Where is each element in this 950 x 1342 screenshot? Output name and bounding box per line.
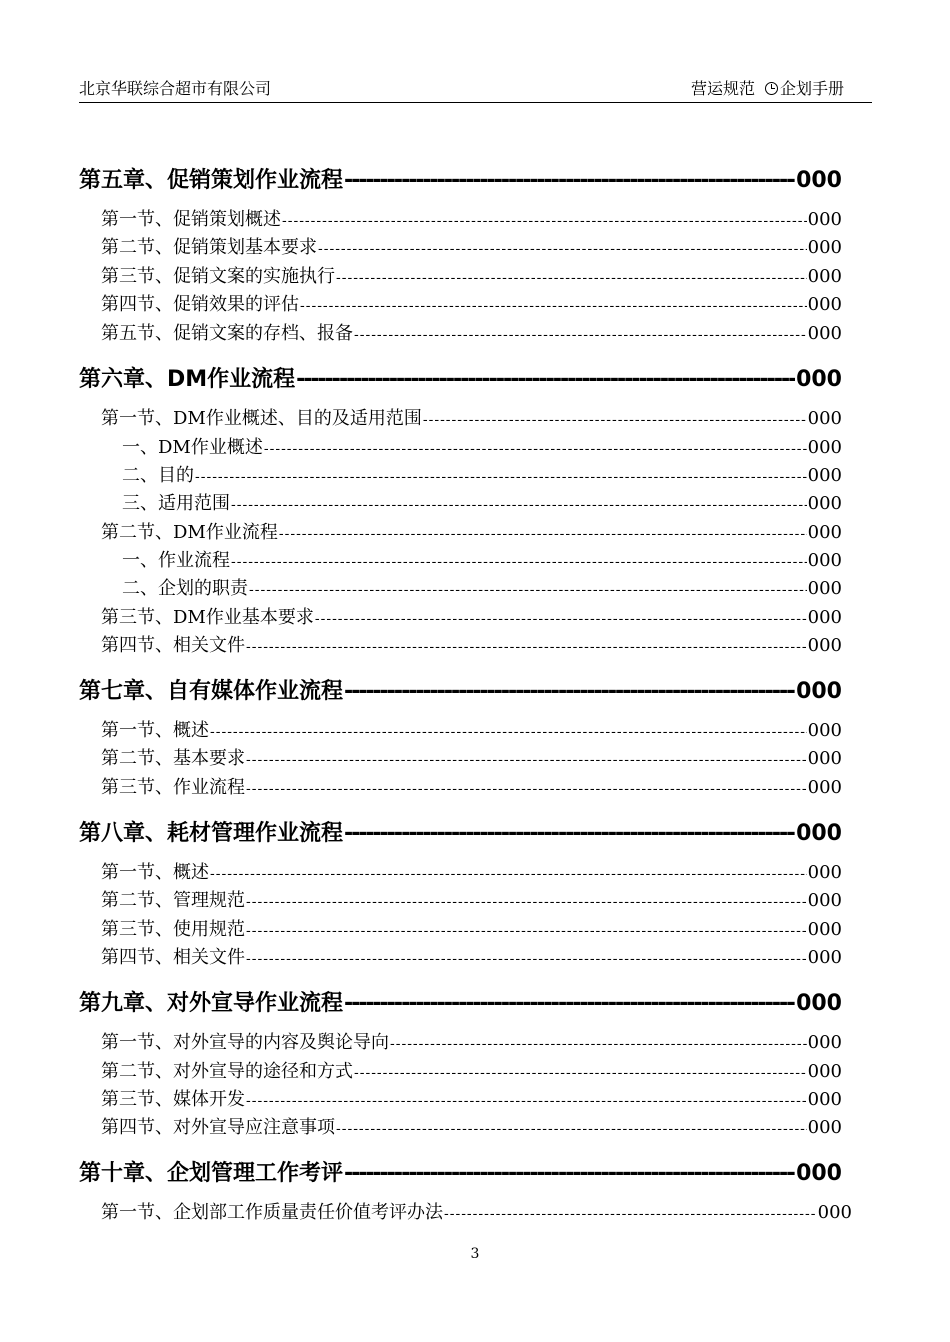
toc-entry-page: 000 bbox=[807, 720, 842, 741]
toc-dot-leader bbox=[336, 1121, 807, 1137]
toc-entry-title: 第二节、基本要求 bbox=[101, 748, 245, 769]
toc-section-entry[interactable] bbox=[101, 886, 842, 912]
toc-dot-leader bbox=[246, 1093, 807, 1109]
toc-entry-title: 第三节、媒体开发 bbox=[101, 1089, 245, 1110]
toc-entry-page: 000 bbox=[796, 679, 842, 704]
toc-entry-title: 第二节、管理规范 bbox=[101, 890, 245, 911]
toc-entry-page: 000 bbox=[796, 168, 842, 193]
toc-section-entry[interactable] bbox=[101, 1057, 842, 1083]
toc-dot-leader bbox=[344, 679, 795, 704]
toc-entry-page: 000 bbox=[796, 1161, 842, 1186]
toc-dot-leader bbox=[246, 923, 807, 939]
toc-dot-leader bbox=[210, 866, 807, 882]
toc-dot-leader bbox=[344, 168, 795, 193]
toc-section-entry[interactable] bbox=[101, 319, 842, 345]
toc-section-entry[interactable] bbox=[101, 603, 842, 629]
toc-entry-page: 000 bbox=[807, 237, 842, 258]
toc-section-entry[interactable] bbox=[101, 773, 842, 799]
toc-entry-title: 第四节、促销效果的评估 bbox=[101, 294, 299, 315]
toc-dot-leader bbox=[246, 951, 807, 967]
toc-dot-leader bbox=[246, 894, 807, 910]
toc-entry-title: 第十章、企划管理工作考评 bbox=[79, 1161, 344, 1186]
toc-dot-leader bbox=[210, 724, 807, 740]
toc-entry-page: 000 bbox=[807, 862, 842, 883]
toc-subsection-entry[interactable] bbox=[122, 574, 842, 600]
toc-entry-page: 000 bbox=[796, 821, 842, 846]
toc-entry-title: 第四节、相关文件 bbox=[101, 947, 245, 968]
toc-section-entry[interactable] bbox=[101, 915, 842, 941]
toc-dot-leader bbox=[231, 497, 807, 513]
toc-entry-title: 第一节、概述 bbox=[101, 862, 209, 883]
toc-dot-leader bbox=[279, 526, 807, 542]
toc-section-entry[interactable] bbox=[101, 943, 842, 969]
toc-entry-title: 第六章、DM作业流程 bbox=[79, 367, 296, 392]
toc-section-entry[interactable] bbox=[101, 631, 842, 657]
toc-entry-page: 000 bbox=[807, 635, 842, 656]
toc-entry-page: 000 bbox=[807, 209, 842, 230]
company-name: 北京华联综合超市有限公司 bbox=[79, 79, 272, 98]
toc-dot-leader bbox=[282, 213, 807, 229]
toc-dot-leader bbox=[344, 991, 795, 1016]
toc-chapter-entry[interactable] bbox=[79, 986, 842, 1016]
toc-entry-title: 第一节、对外宣导的内容及舆论导向 bbox=[101, 1032, 389, 1053]
document-name: 企划手册 bbox=[779, 79, 844, 98]
toc-subsection-entry[interactable] bbox=[122, 546, 842, 572]
toc-entry-title: 二、目的 bbox=[122, 465, 194, 486]
toc-entry-title: 二、企划的职责 bbox=[122, 578, 248, 599]
toc-entry-title: 第三节、作业流程 bbox=[101, 777, 245, 798]
toc-dot-leader bbox=[264, 441, 807, 457]
toc-section-entry[interactable] bbox=[101, 1028, 842, 1054]
toc-entry-title: 第三节、DM作业基本要求 bbox=[101, 607, 314, 628]
toc-dot-leader bbox=[354, 327, 807, 343]
toc-entry-page: 000 bbox=[807, 777, 842, 798]
toc-entry-page: 000 bbox=[807, 1117, 842, 1138]
toc-entry-page: 000 bbox=[807, 607, 842, 628]
toc-entry-page: 000 bbox=[807, 323, 842, 344]
toc-entry-page: 000 bbox=[807, 550, 842, 571]
toc-entry-title: 第五章、促销策划作业流程 bbox=[79, 168, 344, 193]
toc-entry-title: 一、作业流程 bbox=[122, 550, 230, 571]
toc-section-entry[interactable] bbox=[101, 404, 842, 430]
toc-entry-page: 000 bbox=[807, 408, 842, 429]
document-title bbox=[691, 78, 844, 100]
toc-entry-page: 000 bbox=[807, 1032, 842, 1053]
toc-entry-title: 第一节、概述 bbox=[101, 720, 209, 741]
toc-entry-title: 第四节、相关文件 bbox=[101, 635, 245, 656]
toc-entry-title: 第九章、对外宣导作业流程 bbox=[79, 991, 344, 1016]
document-category: 营运规范 bbox=[690, 79, 755, 98]
toc-dot-leader bbox=[318, 241, 807, 257]
toc-entry-page: 000 bbox=[807, 1089, 842, 1110]
toc-entry-page: 000 bbox=[807, 266, 842, 287]
toc-entry-title: 一、DM作业概述 bbox=[122, 437, 263, 458]
toc-subsection-entry[interactable] bbox=[122, 433, 842, 459]
toc-entry-page: 000 bbox=[807, 294, 842, 315]
toc-dot-leader bbox=[300, 298, 807, 314]
toc-dot-leader bbox=[246, 752, 807, 768]
toc-chapter-entry[interactable] bbox=[79, 163, 842, 193]
toc-subsection-entry[interactable] bbox=[122, 489, 842, 515]
page-number: 3 bbox=[470, 1246, 480, 1262]
toc-dot-leader bbox=[296, 367, 795, 392]
toc-dot-leader bbox=[423, 412, 807, 428]
toc-dot-leader bbox=[390, 1036, 807, 1052]
toc-section-entry[interactable] bbox=[101, 1085, 842, 1111]
toc-section-entry[interactable] bbox=[101, 290, 842, 316]
toc-section-entry[interactable] bbox=[101, 233, 842, 259]
toc-entry-page: 000 bbox=[796, 367, 842, 392]
toc-entry-page: 000 bbox=[807, 493, 842, 514]
toc-section-entry[interactable] bbox=[101, 1198, 852, 1224]
toc-entry-title: 第一节、企划部工作质量责任价值考评办法 bbox=[101, 1202, 443, 1223]
toc-entry-page: 000 bbox=[807, 748, 842, 769]
toc-entry-page: 000 bbox=[807, 465, 842, 486]
toc-section-entry[interactable] bbox=[101, 205, 842, 231]
toc-entry-title: 第七章、自有媒体作业流程 bbox=[79, 679, 344, 704]
toc-entry-page: 000 bbox=[807, 919, 842, 940]
toc-entry-title: 三、适用范围 bbox=[122, 493, 230, 514]
toc-entry-title: 第二节、对外宣导的途径和方式 bbox=[101, 1061, 353, 1082]
toc-dot-leader bbox=[246, 639, 807, 655]
page-header bbox=[79, 78, 872, 103]
toc-entry-page: 000 bbox=[807, 1061, 842, 1082]
toc-section-entry[interactable] bbox=[101, 518, 842, 544]
toc-chapter-entry[interactable] bbox=[79, 362, 842, 392]
toc-dot-leader bbox=[231, 554, 807, 570]
toc-entry-page: 000 bbox=[796, 991, 842, 1016]
toc-section-entry[interactable] bbox=[101, 858, 842, 884]
toc-entry-title: 第一节、DM作业概述、目的及适用范围 bbox=[101, 408, 422, 429]
toc-dot-leader bbox=[344, 1161, 795, 1186]
toc-entry-page: 000 bbox=[807, 890, 842, 911]
toc-entry-title: 第三节、使用规范 bbox=[101, 919, 245, 940]
toc-entry-page: 000 bbox=[807, 947, 842, 968]
toc-chapter-entry[interactable] bbox=[79, 674, 842, 704]
toc-entry-page: 000 bbox=[807, 522, 842, 543]
toc-section-entry[interactable] bbox=[101, 1113, 842, 1139]
toc-dot-leader bbox=[344, 821, 795, 846]
toc-dot-leader bbox=[336, 270, 807, 286]
toc-chapter-entry[interactable] bbox=[79, 816, 842, 846]
toc-dot-leader bbox=[249, 582, 807, 598]
toc-dot-leader bbox=[246, 781, 807, 797]
toc-entry-title: 第一节、促销策划概述 bbox=[101, 209, 281, 230]
toc-chapter-entry[interactable] bbox=[79, 1156, 842, 1186]
toc-entry-title: 第二节、促销策划基本要求 bbox=[101, 237, 317, 258]
toc-dot-leader bbox=[354, 1065, 807, 1081]
toc-dot-leader bbox=[195, 469, 807, 485]
toc-entry-title: 第四节、对外宣导应注意事项 bbox=[101, 1117, 335, 1138]
toc-entry-title: 第三节、促销文案的实施执行 bbox=[101, 266, 335, 287]
toc-subsection-entry[interactable] bbox=[122, 461, 842, 487]
clock-icon bbox=[765, 82, 778, 95]
toc-entry-title: 第八章、耗材管理作业流程 bbox=[79, 821, 344, 846]
toc-section-entry[interactable] bbox=[101, 744, 842, 770]
toc-section-entry[interactable] bbox=[101, 716, 842, 742]
toc-entry-page: 000 bbox=[807, 437, 842, 458]
toc-entry-page: 000 bbox=[817, 1202, 852, 1223]
toc-entry-title: 第二节、DM作业流程 bbox=[101, 522, 278, 543]
toc-entry-page: 000 bbox=[807, 578, 842, 599]
toc-section-entry[interactable] bbox=[101, 262, 842, 288]
toc-entry-title: 第五节、促销文案的存档、报备 bbox=[101, 323, 353, 344]
toc-dot-leader bbox=[444, 1206, 817, 1222]
toc-dot-leader bbox=[315, 611, 807, 627]
